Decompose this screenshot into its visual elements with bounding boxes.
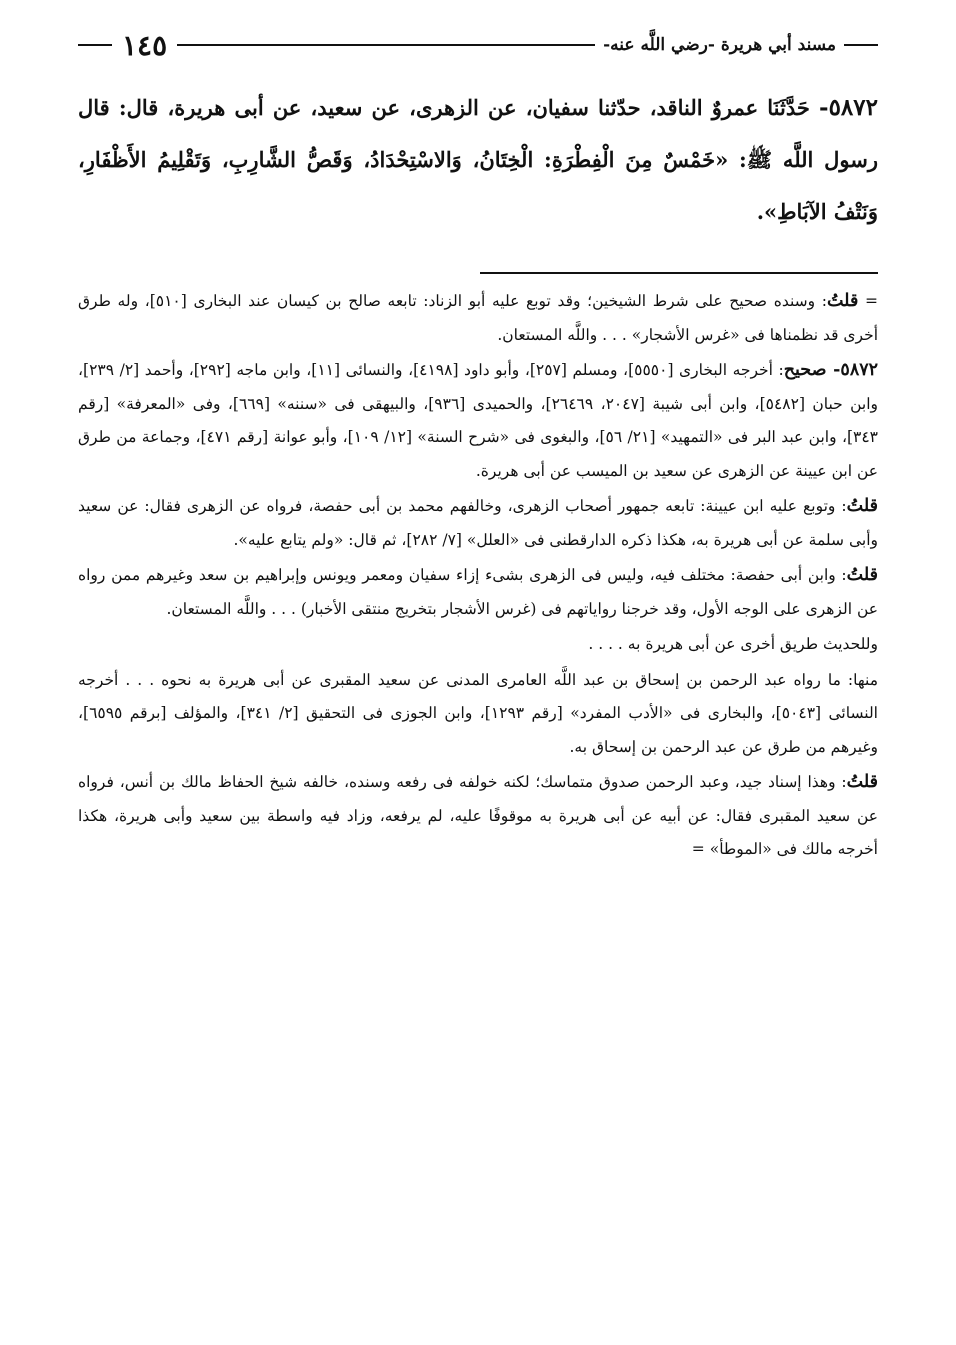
footnote-text: : وسنده صحيح على شرط الشيخين؛ وقد توبع عليه أبو الزناد: تابعه صالح بن كيسان عند البخارى [٥١٠]، وله طرق أخرى قد نظمناها فى «غرس الأشجار» . . . واللَّه المستعان. (78, 292, 878, 344)
footnote-text: وللحديث طريق أخرى عن أبى هريرة به . . . . (588, 635, 878, 653)
footnote-paragraph (78, 559, 878, 626)
footnote-paragraph (78, 354, 878, 488)
footnote-text: : وابن أبى حفصة: مختلف فيه، وليس فى الزهرى بشىء إزاء سفيان ومعمر ويونس وإبراهيم بن سعد وغيرهم ممن رواه عن الزهرى على الوجه الأول، وقد خرجنا رواياتهم فى (غرس الأشجار بتخريج منتقى الأخبار) . . . واللَّه المستعان. (78, 566, 878, 618)
footnote-keyword: قلتُ (827, 291, 859, 311)
continuation-marker: = (865, 292, 878, 310)
running-head (78, 30, 878, 60)
footnote-paragraph (78, 628, 878, 662)
footnote-text: منها: ما رواه عبد الرحمن بن إسحاق بن عبد اللَّه العامرى المدنى عن سعيد المقبرى عن أبى هريرة به نحوه . . . أخرجه النسائى [٥٠٤٣]، والبخارى فى «الأدب المفرد» [رقم ١٢٩٣]، وابن الجوزى فى التحقيق [٢/ ٣٤١]، والمؤلف [برقم ٦٥٩٥]، وغيرهم من طرق عن عبد الرحمن بن إسحاق به. (78, 670, 878, 756)
header-dash (844, 44, 878, 46)
footnote-text: : أخرجه البخارى [٥٥٥٠]، ومسلم [٢٥٧]، وأبو داود [٤١٩٨]، والنسائى [١١]، وابن ماجه [٢٩٢]، وأحمد [٢/ ٢٣٩]، وابن حبان [٥٤٨٢]، وابن أبى شيبة [٢٠٤٧، ٢٦٤٦٩]، والحميدى [٩٣٦]، والبيهقى فى «سننه» [٦٦٩]، وفى «المعرفة» [رقم ٣٤٣]، وابن عبد البر فى «التمهيد» [٢١/ ٥٦]، والبغوى فى «شرح السنة» [١٢/ ١٠٩]، وأبو عوانة [رقم ٤٧١]، وجماعة من طرق عن ابن عيينة عن الزهرى عن سعيد بن الميسب عن أبى هريرة. (78, 361, 879, 480)
header-rule (177, 44, 595, 46)
hadith-number: ٥٨٧٢- (819, 94, 878, 121)
header-title: مسند أبي هريرة -رضي اللَّه عنه- (603, 35, 836, 55)
footnote-keyword: قلتُ (846, 496, 878, 516)
continuation-marker: = (691, 840, 705, 858)
footnote-paragraph (78, 766, 878, 867)
footnote-text: : وتوبع عليه ابن عيينة: تابعه جمهور أصحاب الزهرى، وخالفهم محمد بن أبى حفصة، فرواه عن الزهرى فقال: عن سعيد وأبى سلمة عن أبى هريرة به، هكذا ذكره الدارقطنى فى «العلل» [٧/ ٢٨٢]، ثم قال: «ولم يتابع عليه». (78, 497, 878, 549)
footnote-paragraph (78, 664, 878, 765)
hadith-text-block (78, 82, 878, 238)
footnote-separator (480, 272, 878, 274)
footnote-keyword: ٥٨٧٢- صحيح (783, 360, 879, 380)
header-dash (78, 44, 112, 46)
footnote-keyword: قلتُ (846, 565, 878, 585)
footnotes (78, 285, 878, 869)
footnote-text: : وهذا إسناد جيد، وعبد الرحمن صدوق متماسك؛ لكنه خولفه فى رفعه وسنده، خالفه شيخ الحفاظ مالك بن أنس، فرواه عن سعيد المقبرى فقال: عن أبيه عن أبى هريرة به موقوفًا عليه، لم يرفعه، وزاد فيه واسطة بين سعيد وأبى هريرة، هكذا أخرجه مالك فى «الموطأ» (78, 773, 878, 858)
footnote-paragraph (78, 285, 878, 352)
footnote-keyword: قلتُ (846, 772, 878, 792)
page-number: ١٤٥ (122, 28, 168, 62)
hadith-body: حَدَّثَنَا عمروٌ الناقد، حدّثنا سفيان، عن الزهرى، عن سعيد، عن أبى هريرة، قال: قال رسول اللَّه ﷺ: «خَمْسٌ مِنَ الْفِطْرَةِ: الْخِتَانُ، وَالاسْتِحْدَادُ، وَقَصُّ الشَّارِبِ، وَتَقْلِيمُ الأَظْفَارِ، وَنَتْفُ الآبَاطِ». (78, 95, 878, 224)
footnote-paragraph (78, 490, 878, 557)
